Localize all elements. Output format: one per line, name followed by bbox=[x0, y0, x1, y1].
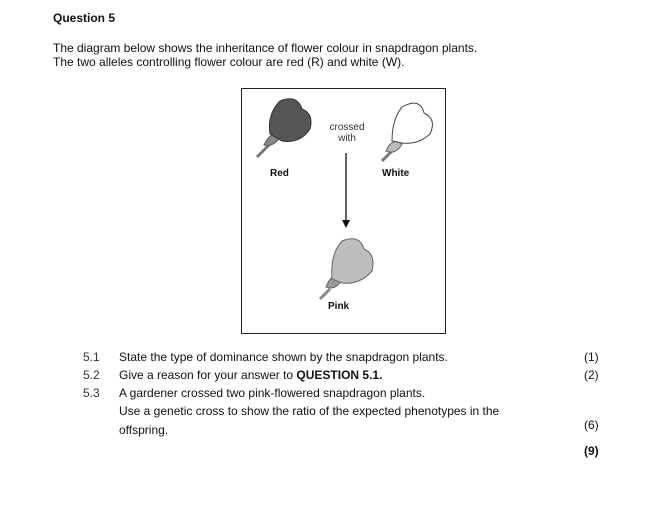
crossed-label: crossed bbox=[329, 122, 365, 133]
question-number: 5.2 bbox=[83, 368, 100, 382]
question-reference: QUESTION 5.1. bbox=[296, 368, 383, 382]
question-text: State the type of dominance shown by the snapdragon plants. bbox=[119, 350, 448, 364]
question-number: 5.3 bbox=[83, 386, 100, 400]
inheritance-diagram bbox=[241, 88, 446, 334]
question-title: Question 5 bbox=[53, 11, 116, 25]
question-text: Use a genetic cross to show the ratio of the expected phenotypes in the bbox=[119, 404, 500, 418]
question-marks: (1) bbox=[584, 350, 599, 364]
question-marks: (6) bbox=[584, 418, 599, 432]
question-number: 5.1 bbox=[83, 350, 100, 364]
white-label: White bbox=[382, 168, 410, 179]
pink-flower-icon bbox=[320, 239, 373, 299]
intro-line-2: The two alleles controlling flower colour are red (R) and white (W). bbox=[53, 55, 405, 69]
question-text: offspring. bbox=[119, 423, 169, 437]
with-label: with bbox=[338, 133, 356, 144]
question-text-plain: Give a reason for your answer to bbox=[119, 368, 297, 382]
total-marks: (9) bbox=[584, 444, 599, 458]
arrow-head-icon bbox=[342, 220, 350, 228]
question-marks: (2) bbox=[584, 368, 599, 382]
red-flower-icon bbox=[257, 99, 311, 157]
question-text: A gardener crossed two pink-flowered snapdragon plants. bbox=[119, 386, 426, 400]
question-text bbox=[119, 368, 382, 382]
intro-line-1: The diagram below shows the inheritance of flower colour in snapdragon plants. bbox=[53, 41, 478, 55]
red-label: Red bbox=[270, 168, 289, 179]
pink-label: Pink bbox=[328, 301, 350, 312]
white-flower-icon bbox=[382, 103, 432, 161]
